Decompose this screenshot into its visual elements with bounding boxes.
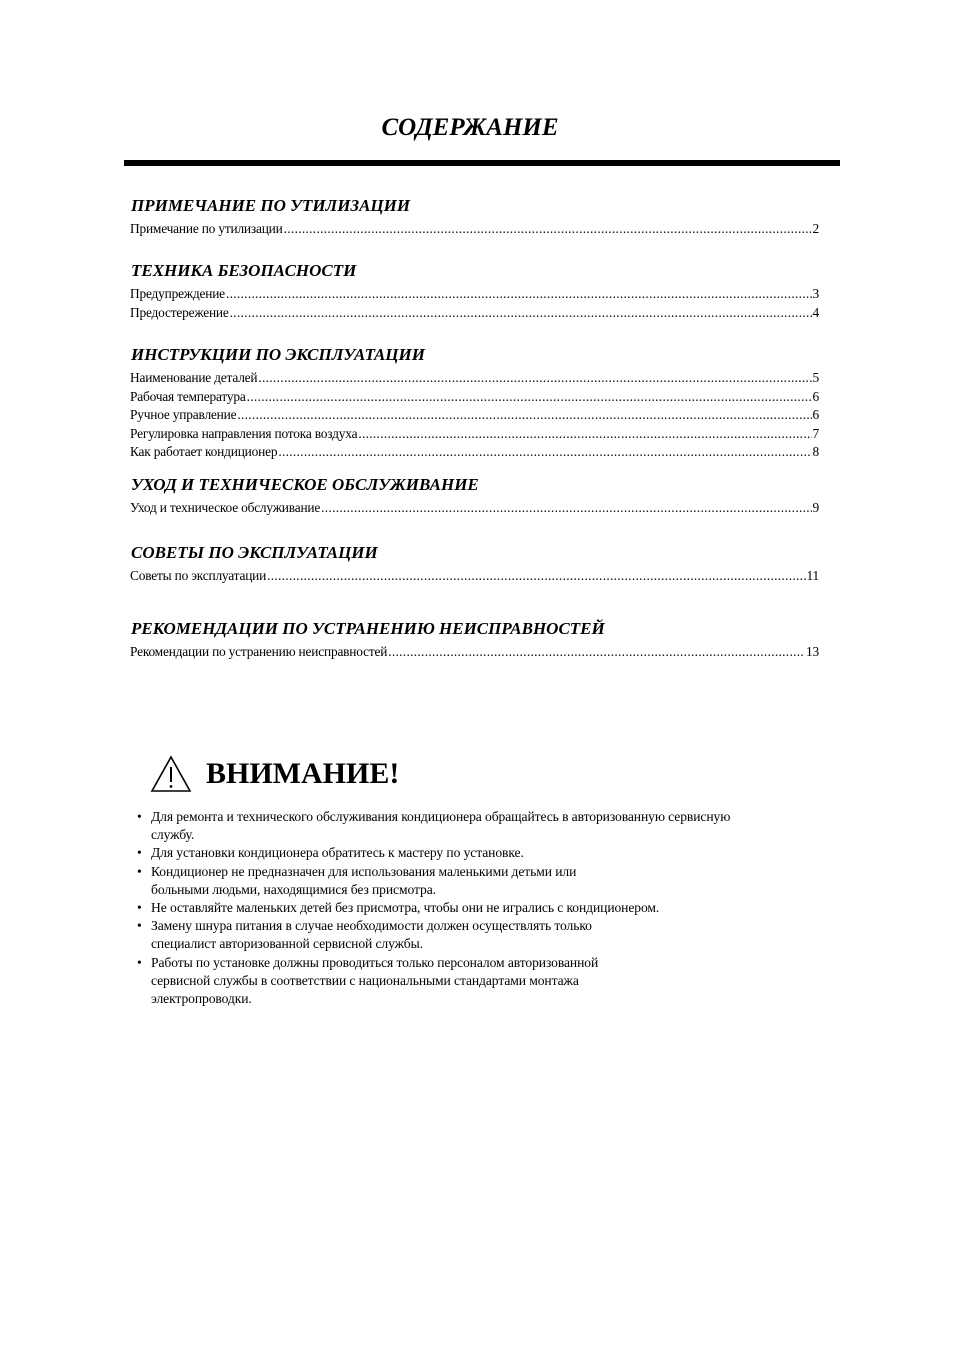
warning-title: ВНИМАНИЕ! bbox=[206, 757, 400, 790]
dot-leader bbox=[388, 643, 805, 662]
warning-item: • Работы по установке должны проводиться только персоналом авторизованной сервисной службы в соответствии с национальными стандартами монтажа электропроводки. bbox=[137, 954, 867, 1009]
section-heading: РЕКОМЕНДАЦИИ ПО УСТРАНЕНИЮ НЕИСПРАВНОСТЕЙ bbox=[131, 619, 605, 638]
section-heading: СОВЕТЫ ПО ЭКСПЛУАТАЦИИ bbox=[131, 543, 378, 562]
entry-label: Наименование деталей bbox=[130, 370, 258, 385]
toc-section bbox=[131, 619, 819, 662]
warning-item: • Замену шнура питания в случае необходимости должен осуществлять только специалист авторизованной сервисной службы. bbox=[137, 917, 867, 953]
toc-section bbox=[131, 196, 819, 239]
entry-page-number: 7 bbox=[812, 425, 819, 441]
toc-section bbox=[131, 543, 819, 586]
dot-leader bbox=[247, 388, 812, 407]
section-heading: ПРИМЕЧАНИЕ ПО УТИЛИЗАЦИИ bbox=[131, 196, 411, 215]
dot-leader bbox=[237, 406, 811, 425]
entry-page-number: 13 bbox=[806, 644, 819, 659]
dot-leader bbox=[358, 425, 811, 444]
warning-triangle-icon bbox=[150, 755, 192, 793]
toc-entry[interactable] bbox=[130, 369, 819, 388]
toc-entry[interactable] bbox=[130, 643, 819, 662]
dot-leader bbox=[284, 220, 812, 239]
toc-entry[interactable] bbox=[130, 567, 819, 586]
warning-header bbox=[150, 755, 399, 793]
entry-page-number: 2 bbox=[812, 221, 819, 236]
entry-page-number: 11 bbox=[806, 568, 819, 583]
entry-page-number: 9 bbox=[812, 500, 819, 515]
entry-page-number: 6 bbox=[812, 407, 819, 422]
toc-entry[interactable] bbox=[130, 425, 819, 444]
warning-item: • Для установки кондиционера обратитесь к мастеру по установке. bbox=[137, 844, 867, 862]
toc-entry[interactable] bbox=[130, 388, 819, 407]
entry-page-number: 3 bbox=[812, 286, 819, 301]
warning-item: • Кондиционер не предназначен для использования маленькими детьми или больными людьми, находящимися без присмотра. bbox=[137, 863, 867, 899]
toc-entry[interactable] bbox=[130, 304, 819, 323]
section-heading: ТЕХНИКА БЕЗОПАСНОСТИ bbox=[131, 261, 357, 280]
entry-page-number: 8 bbox=[812, 444, 819, 459]
toc-entry[interactable] bbox=[130, 285, 819, 304]
entry-label: Регулировка направления потока воздуха bbox=[130, 425, 358, 441]
warning-list bbox=[137, 808, 867, 1008]
title-divider bbox=[124, 160, 840, 166]
dot-leader bbox=[321, 499, 811, 518]
entry-label: Примечание по утилизации bbox=[130, 221, 283, 236]
entry-label: Рабочая температура bbox=[130, 388, 246, 404]
toc-entry[interactable] bbox=[130, 406, 819, 425]
entry-label: Советы по эксплуатации bbox=[130, 568, 267, 583]
entry-label: Рекомендации по устранению неисправностей bbox=[130, 644, 388, 659]
dot-leader bbox=[258, 369, 811, 388]
entry-page-number: 5 bbox=[812, 370, 819, 385]
toc-entry[interactable] bbox=[130, 220, 819, 239]
page-title: СОДЕРЖАНИЕ bbox=[381, 114, 559, 141]
dot-leader bbox=[267, 567, 805, 586]
section-heading: ИНСТРУКЦИИ ПО ЭКСПЛУАТАЦИИ bbox=[131, 345, 425, 364]
warning-item: • Не оставляйте маленьких детей без присмотра, чтобы они не игрались с кондиционером. bbox=[137, 899, 867, 917]
section-heading: УХОД И ТЕХНИЧЕСКОЕ ОБСЛУЖИВАНИЕ bbox=[131, 475, 479, 494]
entry-page-number: 6 bbox=[812, 388, 819, 404]
dot-leader bbox=[230, 304, 812, 323]
dot-leader bbox=[278, 443, 811, 462]
entry-label: Ручное управление bbox=[130, 407, 237, 422]
toc-section bbox=[131, 345, 819, 462]
toc-entry[interactable] bbox=[130, 443, 819, 462]
entry-page-number: 4 bbox=[812, 304, 819, 320]
toc-section bbox=[131, 261, 819, 322]
dot-leader bbox=[226, 285, 812, 304]
warning-item: • Для ремонта и технического обслуживания кондиционера обращайтесь в авторизованную сервисную службу. bbox=[137, 808, 867, 844]
toc-entry[interactable] bbox=[130, 499, 819, 518]
entry-label: Как работает кондиционер bbox=[130, 444, 278, 459]
entry-label: Уход и техническое обслуживание bbox=[130, 500, 321, 515]
entry-label: Предупреждение bbox=[130, 286, 225, 301]
toc-section bbox=[131, 475, 819, 518]
entry-label: Предостережение bbox=[130, 304, 229, 320]
